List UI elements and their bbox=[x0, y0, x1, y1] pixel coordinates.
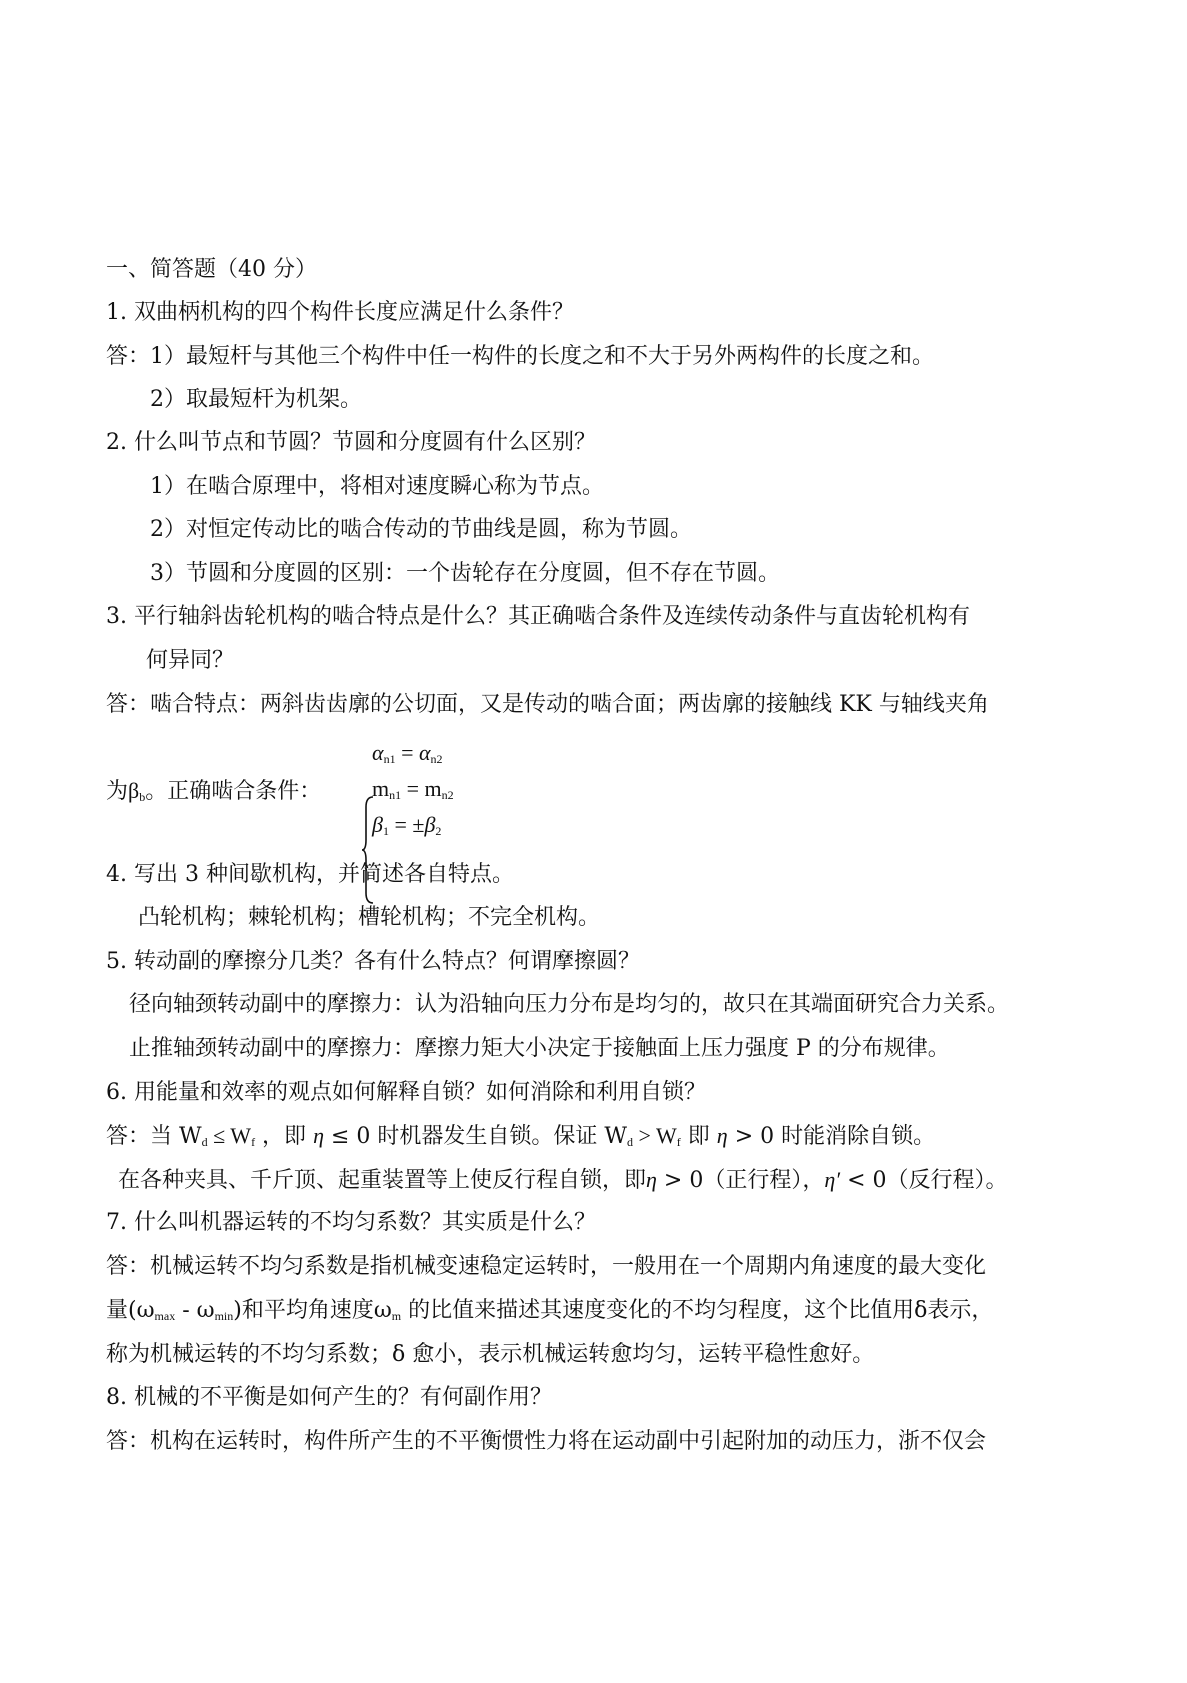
question-2: 2. 什么叫节点和节圆？节圆和分度圆有什么区别？ bbox=[106, 430, 596, 455]
question-5: 5. 转动副的摩擦分几类？各有什么特点？何谓摩擦圆？ bbox=[106, 949, 640, 974]
answer-6-text-3: ，即 bbox=[255, 1124, 314, 1149]
answer-6-sub-2: f bbox=[251, 1135, 256, 1149]
eta-symbol-1: η bbox=[313, 1123, 324, 1148]
condition-3-lhs-sub: 1 bbox=[382, 824, 389, 838]
answer-6-sub-1: d bbox=[201, 1135, 208, 1149]
omega-max-sub: max bbox=[154, 1309, 176, 1323]
answer-2-line-3: 3）节圆和分度圆的区别：一个齿轮存在分度圆，但不存在节圆。 bbox=[150, 561, 780, 586]
question-3: 3. 平行轴斜齿轮机构的啮合特点是什么？其正确啮合条件及连续传动条件与直齿轮机构有 bbox=[106, 604, 970, 629]
answer-6-sub-4: f bbox=[676, 1135, 681, 1149]
answer-6-text-7: > 0 时能消除自锁。 bbox=[727, 1124, 936, 1149]
condition-3-rhs-sub: 2 bbox=[435, 824, 442, 838]
answer-3-line-1: 答：啮合特点：两斜齿齿廓的公切面，又是传动的啮合面；两齿廓的接触线 KK 与轴线夹角 bbox=[106, 692, 989, 717]
condition-3-rhs: β bbox=[424, 812, 436, 837]
beta-subscript: b bbox=[139, 790, 146, 804]
answer-3-prefix: 为 bbox=[106, 779, 129, 804]
answer-5-line-1: 径向轴颈转动副中的摩擦力：认为沿轴向压力分布是均匀的，故只在其端面研究合力关系。 bbox=[129, 992, 1010, 1017]
eta-symbol-3: η bbox=[646, 1167, 657, 1192]
answer-1-line-1: 答：1）最短杆与其他三个构件中任一构件的长度之和不大于另外两构件的长度之和。 bbox=[106, 344, 934, 369]
question-8: 8. 机械的不平衡是如何产生的？有何副作用？ bbox=[106, 1385, 552, 1410]
condition-row-2 bbox=[372, 774, 454, 810]
eta-symbol-2: η bbox=[716, 1123, 728, 1148]
answer-2-line-2: 2）对恒定传动比的啮合传动的节曲线是圆，称为节圆。 bbox=[150, 517, 692, 542]
condition-row-1 bbox=[372, 738, 443, 774]
answer-6-text-2: ≤ W bbox=[207, 1123, 252, 1148]
answer-6-text-6: 即 bbox=[680, 1124, 717, 1149]
question-3-cont: 何异同？ bbox=[146, 648, 235, 673]
answer-6-line-2 bbox=[118, 1165, 1008, 1196]
answer-7-text-3: )和平均角速度ω bbox=[233, 1298, 392, 1323]
answer-7-text-4: 的比值来描述其速度变化的不均匀程度，这个比值用δ表示， bbox=[401, 1298, 994, 1323]
answer-6-text-5: > W bbox=[633, 1123, 677, 1148]
condition-1-lhs-sub: n1 bbox=[383, 752, 396, 766]
omega-m-sub: m bbox=[391, 1309, 402, 1323]
answer-8-line-1: 答：机构在运转时，构件所产生的不平衡惯性力将在运动副中引起附加的动压力，浙不仅会 bbox=[106, 1429, 987, 1454]
condition-1-rhs-sub: n2 bbox=[430, 752, 443, 766]
condition-row-3 bbox=[372, 810, 441, 846]
condition-2-lhs-sub: n1 bbox=[389, 788, 402, 802]
answer-6-line2-text-1: 在各种夹具、千斤顶、起重装置等上使反行程自锁，即 bbox=[118, 1168, 647, 1193]
eta-prime-symbol: η′ bbox=[824, 1167, 841, 1192]
question-4: 4. 写出 3 种间歇机构，并简述各自特点。 bbox=[106, 862, 514, 887]
answer-3-line-2 bbox=[106, 776, 321, 812]
answer-7-line-2 bbox=[106, 1296, 993, 1331]
answer-3-suffix: 。正确啮合条件： bbox=[145, 779, 322, 804]
answer-7-text-1: 量(ω bbox=[106, 1298, 155, 1323]
beta-symbol: β bbox=[128, 778, 140, 803]
condition-1-lhs: α bbox=[372, 740, 384, 765]
answer-6-line2-text-3: < 0（反行程）。 bbox=[840, 1168, 1008, 1193]
condition-1-op: = bbox=[395, 740, 419, 765]
condition-3-op: = ± bbox=[388, 812, 425, 837]
answer-6-text-1: 答：当 W bbox=[106, 1124, 202, 1149]
answer-6-sub-3: d bbox=[627, 1135, 634, 1149]
condition-1-rhs: α bbox=[418, 740, 431, 765]
condition-3-lhs: β bbox=[372, 812, 383, 837]
question-1: 1. 双曲柄机构的四个构件长度应满足什么条件？ bbox=[106, 300, 574, 325]
question-7: 7. 什么叫机器运转的不均匀系数？其实质是什么？ bbox=[106, 1210, 596, 1235]
question-6: 6. 用能量和效率的观点如何解释自锁？如何消除和利用自锁？ bbox=[106, 1080, 706, 1105]
answer-7-line-3: 称为机械运转的不均匀系数；δ 愈小，表示机械运转愈均匀，运转平稳性愈好。 bbox=[106, 1342, 875, 1367]
condition-2-lhs: m bbox=[372, 776, 390, 801]
omega-min-sub: min bbox=[214, 1309, 234, 1323]
answer-4: 凸轮机构；棘轮机构；槽轮机构；不完全机构。 bbox=[138, 905, 601, 930]
condition-2-op: = bbox=[401, 776, 425, 801]
answer-6-line2-text-2: > 0（正行程）， bbox=[656, 1168, 825, 1193]
section-title: 一、简答题（40 分） bbox=[106, 257, 317, 282]
condition-2-rhs-sub: n2 bbox=[441, 788, 454, 802]
answer-6-line-1 bbox=[106, 1121, 935, 1157]
answer-7-line-1: 答：机械运转不均匀系数是指机械变速稳定运转时，一般用在一个周期内角速度的最大变化 bbox=[106, 1254, 987, 1279]
answer-2-line-1: 1）在啮合原理中，将相对速度瞬心称为节点。 bbox=[150, 474, 604, 499]
answer-6-text-4: ≤ 0 时机器发生自锁。保证 W bbox=[323, 1124, 628, 1149]
answer-7-text-2: - ω bbox=[175, 1298, 215, 1323]
answer-1-line-2: 2）取最短杆为机架。 bbox=[150, 387, 362, 412]
answer-5-line-2: 止推轴颈转动副中的摩擦力：摩擦力矩大小决定于接触面上压力强度 P 的分布规律。 bbox=[129, 1036, 950, 1061]
condition-2-rhs: m bbox=[424, 776, 442, 801]
